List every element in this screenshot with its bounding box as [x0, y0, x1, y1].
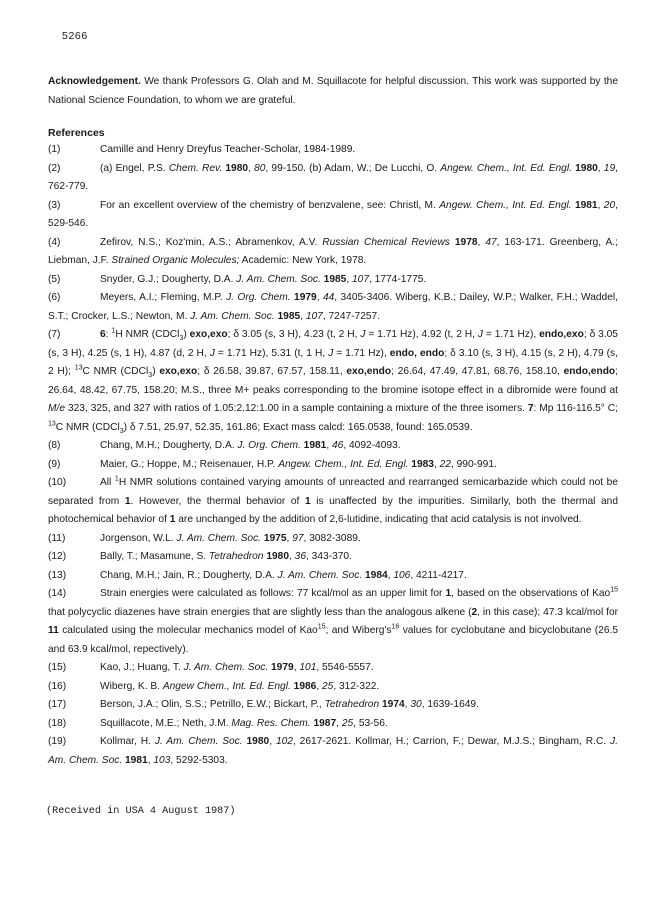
reference-item	[48, 678, 618, 697]
reference-number: (6)	[48, 292, 61, 303]
reference-item	[48, 567, 618, 586]
reference-text: Snyder, G.J.; Dougherty, D.A. J. Am. Chem. Soc. 1985, 107, 1774-1775.	[100, 273, 427, 285]
reference-item	[48, 530, 618, 549]
reference-text: Berson, J.A.; Olin, S.S.; Petrillo, E.W.; Bickart, P., Tetrahedron 1974, 30, 1639-1649.	[100, 699, 479, 710]
reference-text: Wiberg, K. B. Angew Chem., Int. Ed. Engl. 1986, 25, 312-322.	[100, 680, 380, 692]
reference-text: Strain energies were calculated as follows: 77 kcal/mol as an upper limit for 1, based on the observations of Kao$^{15}$ that polycyclic diazenes have strain energies that are slightly less than the analogous alkene (2, in this case); 47.3 kcal/mol for 11 calculated using the molecular mechanics model of Kao$^{15}$; and $Wiberg's^{16}$ values for cyclobutane and bicyclobutane (26.5 and 63.9 kcal/mol, repectively).	[48, 586, 619, 655]
reference-item	[48, 548, 618, 567]
acknowledgement-heading: Acknowledgement.	[48, 76, 141, 87]
reference-item	[48, 141, 618, 160]
reference-item	[48, 326, 618, 437]
reference-number: (16)	[48, 680, 67, 692]
reference-item	[48, 715, 618, 734]
reference-item	[48, 456, 618, 475]
reference-number: (3)	[48, 199, 61, 211]
acknowledgement-paragraph	[48, 73, 618, 110]
reference-number: (19)	[48, 736, 67, 747]
reference-number: (9)	[48, 458, 61, 470]
reference-number: (14)	[48, 588, 67, 599]
reference-text: For an excellent overview of the chemistry of benzvalene, see: Christl, M. Angew. Chem., Int. Ed. Engl. 1981, 20, 529-546.	[48, 199, 618, 229]
reference-text: Squillacote, M.E.; Neth, J.M. Mag. Res. Chem. 1987, 25, 53-56.	[100, 717, 388, 729]
reference-text: Jorgenson, W.L. J. Am. Chem. Soc. 1975, 97, 3082-3089.	[100, 532, 361, 544]
reference-text: Bally, T.; Masamune, S. Tetrahedron 1980, 36, 343-370.	[100, 551, 352, 562]
references-heading: References	[48, 127, 105, 139]
reference-number: (2)	[48, 162, 61, 174]
reference-text: Camille and Henry Dreyfus Teacher-Scholar, 1984-1989.	[100, 144, 356, 155]
reference-text: Chang, M.H.; Dougherty, D.A. J. Org. Chem. 1981, 46, 4092-4093.	[100, 440, 401, 451]
reference-number: (11)	[48, 532, 66, 544]
reference-number: (17)	[48, 699, 67, 710]
reference-number: (5)	[48, 273, 61, 285]
acknowledgement-text: We thank Professors G. Olah and M. Squillacote for helpful discussion. This work was supported by the National Science Foundation, to whom we are grateful.	[48, 76, 618, 106]
reference-text: Maier, G.; Hoppe, M.; Reisenauer, H.P. Angew. Chem., Int. Ed. Engl. 1983, 22, 990-991.	[100, 458, 497, 470]
reference-text: Chang, M.H.; Jain, R.; Dougherty, D.A. J. Am. Chem. Soc. 1984, 106, 4211-4217.	[100, 569, 467, 581]
reference-text: All $^1$H NMR solutions contained varying amounts of unreacted and rearranged semicarbazide which could not be separated from 1. However, the thermal behavior of 1 is unaffected by the impurities. Similarly, both the thermal and photochemical behavior of 1 are unchanged by the addition of 2,6-lutidine, indicating that acid catalysis is not involved.	[48, 475, 618, 525]
reference-item	[48, 659, 618, 678]
reference-text: Kao, J.; Huang, T. J. Am. Chem. Soc. 1979, 101, 5546-5557.	[100, 662, 374, 673]
reference-item	[48, 696, 618, 715]
reference-text: Zefirov, N.S.; Koz'min, A.S.; Abramenkov, A.V. Russian Chemical Reviews 1978, 47, 163-171. Greenberg, A.; Liebman, J.F. Strained Organic Molecules; Academic: New York, 1978.	[48, 236, 618, 266]
reference-text: Meyers, A.I.; Fleming, M.P. J. Org. Chem. 1979, 44, 3405-3406. Wiberg, K.B.; Dailey, W.P.; Walker, F.H.; Waddel, S.T.; Crocker, L.S.; Newton, M. J. Am. Chem. Soc. 1985, 107, 7247-7257.	[48, 292, 618, 322]
reference-number: (4)	[48, 236, 61, 248]
reference-item	[48, 474, 618, 530]
reference-item	[48, 271, 618, 290]
reference-number: (8)	[48, 440, 61, 451]
reference-item	[48, 234, 618, 271]
reference-number: (12)	[48, 551, 67, 562]
reference-item	[48, 733, 618, 770]
reference-text: Kollmar, H. J. Am. Chem. Soc. 1980, 102, 2617-2621. Kollmar, H.; Carrion, F.; Dewar, M.J.S.; Bingham, R.C. J. Am. Chem. Soc. 1981, 103, 5292-5303.	[48, 736, 618, 766]
reference-item	[48, 585, 618, 659]
received-date: (Received in USA 4 August 1987)	[46, 806, 236, 817]
reference-number: (1)	[48, 144, 61, 155]
reference-item	[48, 289, 618, 326]
page-number: 5266	[62, 30, 88, 42]
reference-number: (10)	[48, 477, 67, 488]
reference-text: 6: $^1$H NMR (CDCl$_3$) exo,exo; δ 3.05 (s, 3 H), 4.23 (t, 2 H, J = 1.71 Hz), 4.92 (t, 2 H, J = 1.71 Hz), endo,exo; δ 3.05 (s, 3 H), 4.25 (s, 1 H), 4.87 (d, 2 H, J = 1.71 Hz), 5.31 (t, 1 H, J = 1.71 Hz), endo, endo; δ 3.10 (s, 3 H), 4.15 (s, 2 H), 4.79 (s, 2 H); $^{13}$C NMR (CDCl$_3$) exo,exo; δ 26.58, 39.87, 67.57, 158.11, exo,endo; 26.64, 47.49, 47.81, 68.76, 158.10, endo,endo; 26.64, 48.42, 67.75, 158.20; M.S., three M+ peaks corresponding to the bromine isotope effect in a dibromide were found at M/e 323, 325, and 327 with ratios of 1.05:2.12:1.00 in a sample containing a mixture of the three isomers. 7: Mp 116-116.5° C; $^{13}$C NMR (CDCl$_3$) δ 7.51, 25.97, 52.35, 161.86; Exact mass calcd: 165.0538, found: 165.0539.	[48, 327, 618, 435]
reference-text: (a) Engel, P.S. Chem. Rev. 1980, 80, 99-150. (b) Adam, W.; De Lucchi, O. Angew. Chem., Int. Ed. Engl. 1980, 19, 762-779.	[48, 162, 618, 192]
reference-item	[48, 437, 618, 456]
reference-item	[48, 160, 618, 197]
reference-number: (13)	[48, 569, 67, 581]
reference-item	[48, 197, 618, 234]
references-list	[48, 141, 618, 770]
reference-number: (7)	[48, 329, 61, 340]
reference-number: (18)	[48, 717, 67, 729]
reference-number: (15)	[48, 662, 67, 673]
